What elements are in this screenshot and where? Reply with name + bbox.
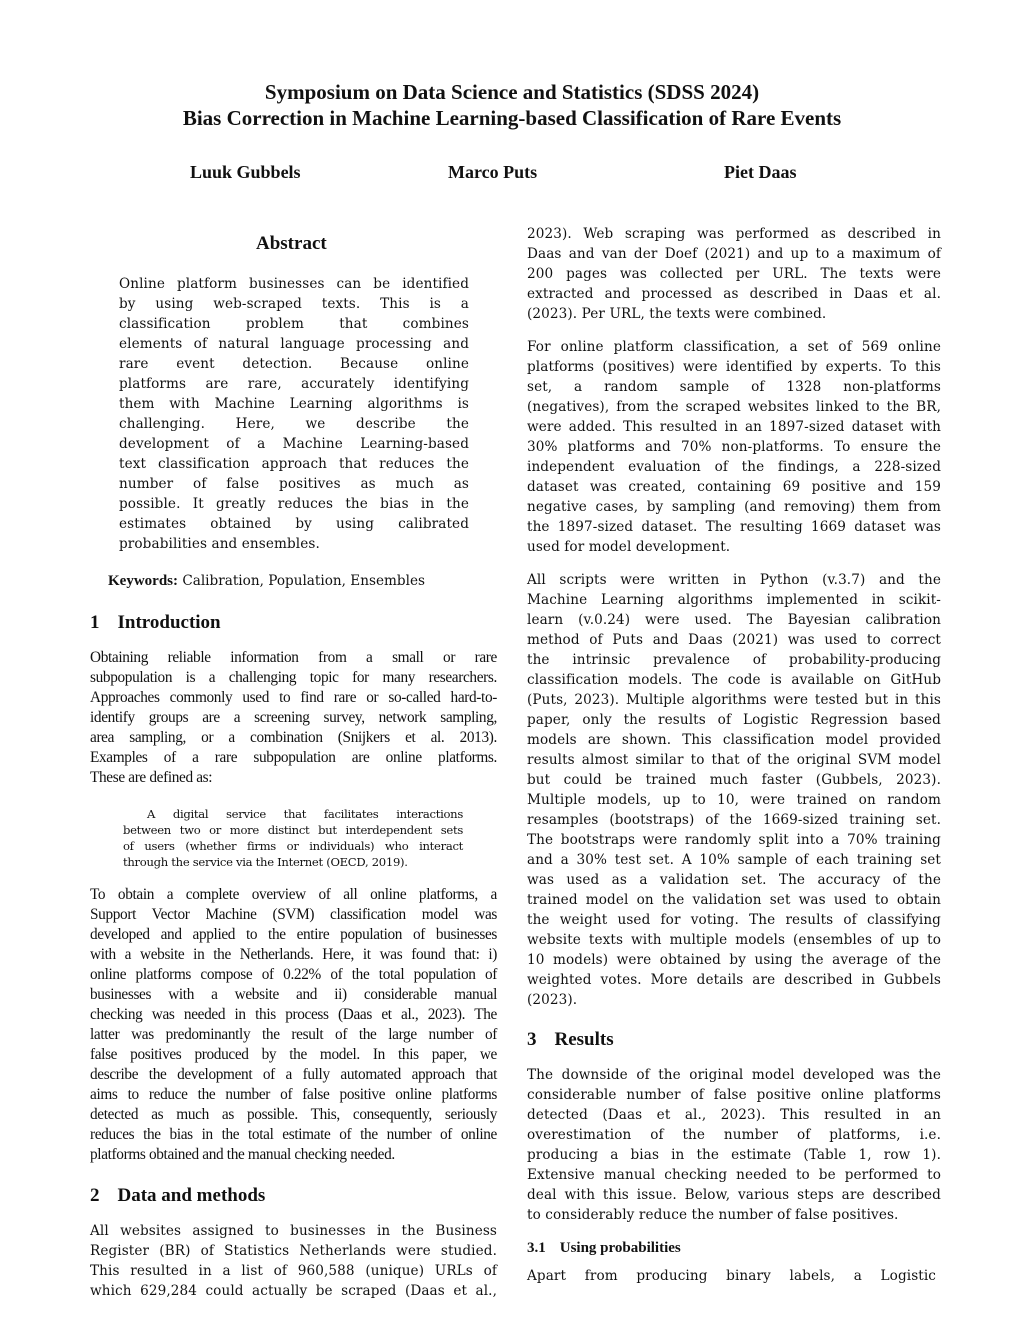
text-line: deal with this issue. Below, various steps are described	[527, 1187, 941, 1203]
text-line: Obtaining reliable information from a small or rare	[90, 649, 497, 666]
text-line: overestimation of the number of platforms, i.e.	[527, 1127, 941, 1143]
results-paragraph-2	[527, 1266, 936, 1286]
text-line: set, a random sample of 1328 non-platforms	[527, 379, 941, 395]
subsection-3-1-heading	[527, 1240, 681, 1257]
abstract-heading: Abstract	[256, 233, 327, 254]
section-number: 2	[90, 1185, 100, 1206]
text-line: of users (whether firms or individuals) who interact	[123, 839, 463, 853]
author-1: Luuk Gubbels	[190, 162, 301, 182]
text-line: website texts with multiple models (ensembles of up to	[527, 932, 941, 948]
text-line: Approaches commonly used to find rare or so-called hard-to-	[90, 689, 497, 706]
text-line: (2023).	[527, 992, 578, 1008]
text-line: These are defined as:	[90, 769, 213, 786]
keywords-label: Keywords:	[108, 573, 178, 589]
text-line: extracted and processed as described in Daas et al.	[527, 286, 941, 302]
text-line: learn (v.0.24) were used. The Bayesian calibration	[527, 612, 941, 628]
subsection-number: 3.1	[527, 1240, 546, 1256]
text-line: negative cases, by sampling (and removing) them from	[527, 499, 941, 515]
text-line: detected (Daas et al., 2023). This resulted in an	[527, 1107, 941, 1123]
text-line: paper, only the results of Logistic Regression based	[527, 712, 941, 728]
text-line: developed and applied to the entire population of businesses	[90, 926, 497, 943]
text-line: platforms are rare, accurately identifying	[119, 376, 469, 392]
intro-paragraph-2	[90, 885, 497, 1165]
text-line: the 1897-sized dataset. The resulting 1669 dataset was	[527, 519, 941, 535]
text-line: online platforms compose of 0.22% of the total population of	[90, 966, 497, 983]
text-line: false positives produced by the model. In this paper, we	[90, 1046, 497, 1063]
text-line: development of a Machine Learning-based	[119, 436, 469, 452]
methods-paragraph-1-continued	[527, 224, 941, 324]
text-line: used for model development.	[527, 539, 731, 555]
text-line: considerable number of false positive online platforms	[527, 1087, 941, 1103]
definition-quote	[123, 806, 463, 870]
text-line: number of false positives as much as	[119, 476, 469, 492]
text-line: trained model on the validation set was used to obtain	[527, 892, 941, 908]
text-line: through the service via the Internet (OECD, 2019).	[123, 855, 408, 869]
text-line: All scripts were written in Python (v.3.7) and the	[527, 572, 941, 588]
text-line: models are shown. This classification model provided	[527, 732, 941, 748]
text-line: producing a bias in the estimate (Table 1, row 1).	[527, 1147, 941, 1163]
text-line: This resulted in a list of 960,588 (unique) URLs of	[90, 1263, 497, 1279]
text-line: (Puts, 2023). Multiple algorithms were tested but in this	[527, 692, 941, 708]
text-line: which 629,284 could actually be scraped (Daas et al.,	[90, 1283, 497, 1299]
results-paragraph-1	[527, 1065, 941, 1225]
text-line: 30% platforms and 70% non-platforms. To ensure the	[527, 439, 941, 455]
text-line: detected as much as possible. This, consequently, seriously	[90, 1106, 497, 1123]
section-title: Introduction	[117, 612, 221, 633]
text-line: classification models. The code is available on GitHub	[527, 672, 941, 688]
text-line: The bootstraps were randomly split into a 70% training	[527, 832, 941, 848]
section-number: 3	[527, 1029, 537, 1050]
text-line: A digital service that facilitates interactions	[147, 807, 463, 821]
text-line: describe the development of a fully automated approach that	[90, 1066, 497, 1083]
text-line: the weight used for voting. The results of classifying	[527, 912, 941, 928]
keywords-value: Calibration, Population, Ensembles	[182, 573, 425, 589]
section-2-heading	[90, 1185, 265, 1207]
text-line: the intrinsic prevalence of probability-producing	[527, 652, 941, 668]
text-line: weighted votes. More details are described in Gubbels	[527, 972, 941, 988]
intro-paragraph-1	[90, 648, 497, 788]
text-line: was used as a validation set. The accuracy of the	[527, 872, 941, 888]
text-line: classification problem that combines	[119, 316, 469, 332]
text-line: All websites assigned to businesses in the Business	[90, 1223, 497, 1239]
text-line: businesses with a website and ii) considerable manual	[90, 986, 497, 1003]
text-line: between two or more distinct but interdependent sets	[123, 823, 463, 837]
text-line: text classification approach that reduces the	[119, 456, 469, 472]
text-line: Support Vector Machine (SVM) classification model was	[90, 906, 497, 923]
section-title: Results	[554, 1029, 614, 1050]
section-title: Data and methods	[117, 1185, 266, 1206]
abstract-text	[119, 274, 469, 554]
text-line: independent evaluation of the findings, a 228-sized	[527, 459, 941, 475]
text-line: rare event detection. Because online	[119, 356, 469, 372]
text-line: latter was predominantly the result of the large number of	[90, 1026, 497, 1043]
text-line: 200 pages was collected per URL. The texts were	[527, 266, 941, 282]
methods-paragraph-1	[90, 1221, 497, 1301]
conference-title: Symposium on Data Science and Statistics (SDSS 2024)	[264, 80, 760, 104]
text-line: 10 models) were obtained by using the average of the	[527, 952, 941, 968]
text-line: Machine Learning algorithms implemented in scikit-	[527, 592, 941, 608]
text-line: identify groups are a screening survey, network sampling,	[90, 709, 497, 726]
text-line: estimates obtained by using calibrated	[119, 516, 469, 532]
text-line: reduces the bias in the total estimate of the number of online	[90, 1126, 497, 1143]
text-line: Examples of a rare subpopulation are online platforms.	[90, 749, 497, 766]
text-line: challenging. Here, we describe the	[119, 416, 469, 432]
text-line: Extensive manual checking needed to be performed to	[527, 1167, 941, 1183]
text-line: area sampling, or a combination (Snijkers et al. 2013).	[90, 729, 497, 746]
author-2: Marco Puts	[448, 162, 538, 182]
text-line: Register (BR) of Statistics Netherlands were studied.	[90, 1243, 497, 1259]
section-number: 1	[90, 612, 100, 633]
keywords	[108, 573, 425, 590]
text-line: checking was needed in this process (Daas et al., 2023). The	[90, 1006, 497, 1023]
text-line: and a 30% test set. A 10% sample of each training set	[527, 852, 941, 868]
paper-title: Bias Correction in Machine Learning-based Classification of Rare Events	[182, 106, 842, 130]
text-line: method of Puts and Daas (2021) was used to correct	[527, 632, 941, 648]
text-line: to considerably reduce the number of false positives.	[527, 1207, 899, 1223]
text-line: platforms (positives) were identified by experts. To this	[527, 359, 941, 375]
text-line: platforms obtained and the manual checking needed.	[90, 1146, 395, 1163]
subsection-title: Using probabilities	[559, 1240, 681, 1256]
text-line: The downside of the original model developed was the	[527, 1067, 941, 1083]
text-line: but could be trained much faster (Gubbels, 2023).	[527, 772, 941, 788]
author-3: Piet Daas	[724, 162, 797, 182]
text-line: by using web-scraped texts. This is a	[119, 296, 469, 312]
text-line: probabilities and ensembles.	[119, 536, 320, 552]
text-line: were added. This resulted in an 1897-sized dataset with	[527, 419, 941, 435]
text-line: Multiple models, up to 10, were trained on random	[527, 792, 941, 808]
text-line: 2023). Web scraping was performed as described in	[527, 226, 941, 242]
text-line: subpopulation is a challenging topic for many researchers.	[90, 669, 497, 686]
text-line: them with Machine Learning algorithms is	[119, 396, 469, 412]
text-line: aims to reduce the number of false positive online platforms	[90, 1086, 497, 1103]
text-line: (2023). Per URL, the texts were combined.	[527, 306, 827, 322]
text-line: results almost similar to that of the original SVM model	[527, 752, 941, 768]
text-line: resamples (bootstraps) of the 1669-sized training set.	[527, 812, 941, 828]
text-line: possible. It greatly reduces the bias in the	[119, 496, 469, 512]
text-line: with a website in the Netherlands. Here, it was found that: i)	[90, 946, 497, 963]
methods-paragraph-3	[527, 570, 941, 1010]
text-line: elements of natural language processing and	[119, 336, 469, 352]
text-line: dataset was created, containing 69 positive and 159	[527, 479, 941, 495]
text-line: Online platform businesses can be identified	[119, 276, 469, 292]
methods-paragraph-2	[527, 337, 941, 557]
text-line: Daas and van der Doef (2021) and up to a maximum of	[527, 246, 941, 262]
text-line: To obtain a complete overview of all online platforms, a	[90, 886, 497, 903]
text-line: Apart from producing binary labels, a Logistic	[527, 1268, 936, 1284]
section-3-heading	[527, 1029, 614, 1051]
text-line: For online platform classification, a set of 569 online	[527, 339, 941, 355]
section-1-heading	[90, 612, 221, 634]
text-line: (negatives), from the scraped websites linked to the BR,	[527, 399, 941, 415]
